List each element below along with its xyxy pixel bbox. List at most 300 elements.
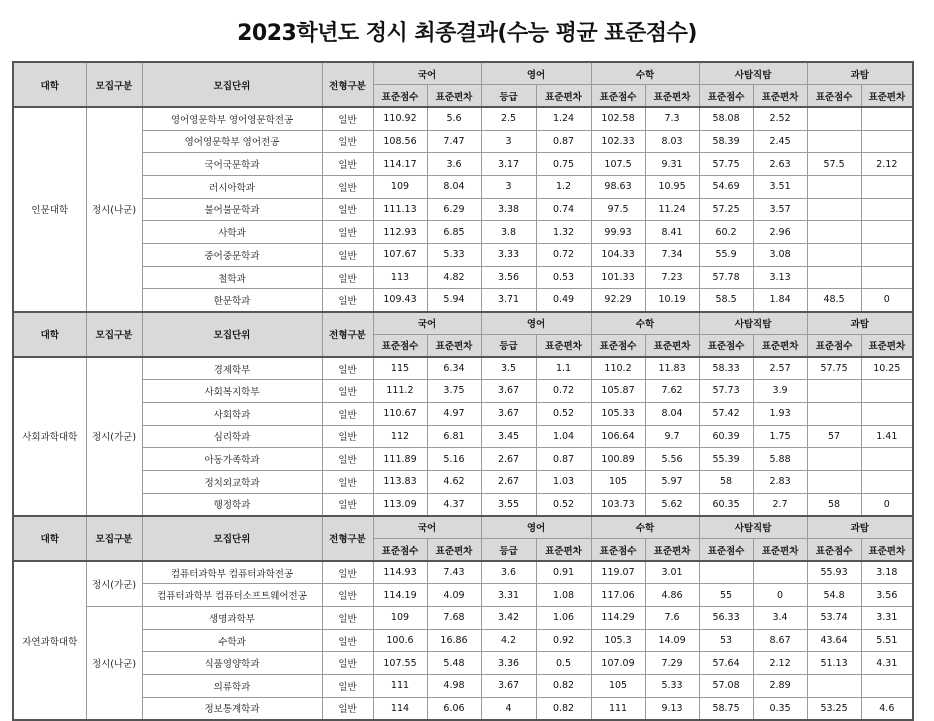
score-cell-inq-s: 57.78 <box>699 266 753 289</box>
score-cell-inq-s: 58.08 <box>699 107 753 130</box>
score-cell-sci-d: 2.12 <box>861 153 913 176</box>
score-cell-sci-d <box>861 244 913 267</box>
col-recruit-type: 모집구분 <box>86 516 142 561</box>
subheader-std-dev: 표준편차 <box>861 538 913 561</box>
subheader-std-score: 표준점수 <box>591 85 645 108</box>
score-cell-math-s: 105.87 <box>591 380 645 403</box>
unit-cell: 심리학과 <box>142 425 322 448</box>
unit-cell: 불어불문학과 <box>142 198 322 221</box>
subheader-std-dev: 표준편차 <box>753 85 807 108</box>
score-cell-math-d: 7.29 <box>645 652 699 675</box>
score-cell-sci-d: 1.41 <box>861 425 913 448</box>
score-cell-sci-s <box>807 266 861 289</box>
score-cell-eng-d: 0.74 <box>536 198 591 221</box>
table-row <box>13 175 913 198</box>
score-cell-kor-s: 113.83 <box>373 470 427 493</box>
score-cell-eng-d: 0.87 <box>536 130 591 153</box>
score-cell-inq-s: 57.08 <box>699 675 753 698</box>
score-cell-kor-d: 5.48 <box>427 652 481 675</box>
score-cell-kor-s: 107.67 <box>373 244 427 267</box>
score-cell-math-s: 106.64 <box>591 425 645 448</box>
score-cell-eng-g: 3.55 <box>481 493 536 516</box>
score-cell-kor-d: 6.81 <box>427 425 481 448</box>
score-cell-sci-d <box>861 107 913 130</box>
score-cell-kor-d: 4.97 <box>427 402 481 425</box>
score-cell-inq-s: 60.39 <box>699 425 753 448</box>
recruit-type-cell: 정시(나군) <box>86 607 142 720</box>
score-cell-inq-d: 8.67 <box>753 629 807 652</box>
table-row <box>13 584 913 607</box>
col-recruit-type: 모집구분 <box>86 62 142 107</box>
col-english: 영어 <box>481 312 591 335</box>
score-cell-kor-s: 109.43 <box>373 289 427 312</box>
score-cell-inq-d: 1.84 <box>753 289 807 312</box>
header-row <box>13 312 913 335</box>
score-cell-math-s: 107.09 <box>591 652 645 675</box>
score-cell-inq-s: 57.73 <box>699 380 753 403</box>
col-science: 과탐 <box>807 516 913 539</box>
admission-type-cell: 일반 <box>322 425 373 448</box>
score-cell-kor-d: 4.82 <box>427 266 481 289</box>
table-row <box>13 425 913 448</box>
col-unit: 모집단위 <box>142 312 322 357</box>
score-cell-math-d: 11.83 <box>645 357 699 380</box>
score-cell-inq-d: 5.88 <box>753 448 807 471</box>
admission-type-cell: 일반 <box>322 652 373 675</box>
admission-type-cell: 일반 <box>322 561 373 584</box>
subheader-std-dev: 표준편차 <box>536 538 591 561</box>
subheader-std-dev: 표준편차 <box>861 85 913 108</box>
subheader-std-score: 표준점수 <box>699 538 753 561</box>
score-cell-eng-d: 0.52 <box>536 402 591 425</box>
score-cell-sci-s: 55.93 <box>807 561 861 584</box>
score-cell-sci-d <box>861 380 913 403</box>
score-cell-sci-s: 51.13 <box>807 652 861 675</box>
score-cell-math-d: 11.24 <box>645 198 699 221</box>
score-cell-inq-s: 54.69 <box>699 175 753 198</box>
score-cell-eng-g: 3.33 <box>481 244 536 267</box>
score-cell-eng-g: 3.42 <box>481 607 536 630</box>
score-cell-inq-d: 3.08 <box>753 244 807 267</box>
subheader-std-score: 표준점수 <box>373 538 427 561</box>
score-cell-inq-s: 58.5 <box>699 289 753 312</box>
score-cell-eng-g: 2.67 <box>481 448 536 471</box>
score-cell-kor-d: 7.43 <box>427 561 481 584</box>
col-inquiry: 사탐직탐 <box>699 312 807 335</box>
unit-cell: 생명과학부 <box>142 607 322 630</box>
col-science: 과탐 <box>807 312 913 335</box>
score-cell-eng-d: 1.1 <box>536 357 591 380</box>
table-row <box>13 266 913 289</box>
col-admission-type: 전형구분 <box>322 516 373 561</box>
score-cell-sci-s: 48.5 <box>807 289 861 312</box>
unit-cell: 한문학과 <box>142 289 322 312</box>
table-row <box>13 493 913 516</box>
score-cell-eng-g: 3.17 <box>481 153 536 176</box>
admission-type-cell: 일반 <box>322 629 373 652</box>
score-cell-math-d: 5.33 <box>645 675 699 698</box>
score-cell-eng-g: 3.56 <box>481 266 536 289</box>
table-row <box>13 380 913 403</box>
score-cell-kor-d: 8.04 <box>427 175 481 198</box>
score-cell-kor-s: 111.13 <box>373 198 427 221</box>
score-cell-kor-s: 114.17 <box>373 153 427 176</box>
table-row <box>13 470 913 493</box>
unit-cell: 영어영문학부 영어전공 <box>142 130 322 153</box>
score-cell-inq-s: 60.35 <box>699 493 753 516</box>
col-science: 과탐 <box>807 62 913 85</box>
table-row <box>13 561 913 584</box>
score-cell-math-s: 105.3 <box>591 629 645 652</box>
score-cell-math-d: 7.23 <box>645 266 699 289</box>
score-cell-eng-g: 3.5 <box>481 357 536 380</box>
admission-type-cell: 일반 <box>322 130 373 153</box>
admission-type-cell: 일반 <box>322 107 373 130</box>
score-cell-inq-s: 55 <box>699 584 753 607</box>
score-cell-inq-d: 2.96 <box>753 221 807 244</box>
table-row <box>13 629 913 652</box>
subheader-std-score: 표준점수 <box>699 85 753 108</box>
table-row <box>13 607 913 630</box>
score-cell-inq-d: 2.45 <box>753 130 807 153</box>
subheader-std-dev: 표준편차 <box>536 334 591 357</box>
score-cell-kor-d: 16.86 <box>427 629 481 652</box>
admission-type-cell: 일반 <box>322 675 373 698</box>
score-cell-eng-d: 1.06 <box>536 607 591 630</box>
table-row <box>13 448 913 471</box>
score-cell-inq-d: 3.9 <box>753 380 807 403</box>
score-cell-kor-s: 107.55 <box>373 652 427 675</box>
col-inquiry: 사탐직탐 <box>699 516 807 539</box>
admission-type-cell: 일반 <box>322 584 373 607</box>
score-cell-sci-d <box>861 675 913 698</box>
score-cell-eng-d: 1.32 <box>536 221 591 244</box>
score-cell-math-d: 7.6 <box>645 607 699 630</box>
score-cell-sci-s <box>807 448 861 471</box>
score-cell-inq-s: 57.75 <box>699 153 753 176</box>
col-english: 영어 <box>481 516 591 539</box>
score-cell-math-s: 103.73 <box>591 493 645 516</box>
score-cell-kor-s: 112.93 <box>373 221 427 244</box>
score-cell-math-s: 119.07 <box>591 561 645 584</box>
score-cell-kor-s: 115 <box>373 357 427 380</box>
score-cell-sci-s <box>807 130 861 153</box>
score-cell-eng-g: 3 <box>481 175 536 198</box>
subheader-std-dev: 표준편차 <box>645 334 699 357</box>
table-row <box>13 221 913 244</box>
subheader-std-score: 표준점수 <box>591 538 645 561</box>
score-cell-kor-d: 6.85 <box>427 221 481 244</box>
score-cell-sci-s: 57 <box>807 425 861 448</box>
subheader-std-dev: 표준편차 <box>427 334 481 357</box>
unit-cell: 중어중문학과 <box>142 244 322 267</box>
table-row <box>13 198 913 221</box>
score-cell-math-d: 3.01 <box>645 561 699 584</box>
score-cell-eng-d: 0.5 <box>536 652 591 675</box>
score-cell-math-s: 102.58 <box>591 107 645 130</box>
score-cell-kor-d: 4.98 <box>427 675 481 698</box>
score-cell-sci-d: 4.31 <box>861 652 913 675</box>
subheader-std-score: 표준점수 <box>591 334 645 357</box>
table-row <box>13 130 913 153</box>
score-cell-math-s: 104.33 <box>591 244 645 267</box>
col-math: 수학 <box>591 516 699 539</box>
score-cell-sci-d <box>861 175 913 198</box>
admission-type-cell: 일반 <box>322 221 373 244</box>
score-cell-math-s: 102.33 <box>591 130 645 153</box>
unit-cell: 사학과 <box>142 221 322 244</box>
score-cell-sci-d <box>861 266 913 289</box>
unit-cell: 의류학과 <box>142 675 322 698</box>
admission-type-cell: 일반 <box>322 289 373 312</box>
score-cell-eng-d: 0.82 <box>536 675 591 698</box>
score-cell-kor-d: 5.16 <box>427 448 481 471</box>
score-cell-inq-s: 57.64 <box>699 652 753 675</box>
score-cell-sci-d: 3.31 <box>861 607 913 630</box>
col-inquiry: 사탐직탐 <box>699 62 807 85</box>
score-cell-math-d: 8.03 <box>645 130 699 153</box>
table-row <box>13 697 913 720</box>
admission-type-cell: 일반 <box>322 697 373 720</box>
score-cell-eng-g: 3.6 <box>481 561 536 584</box>
unit-cell: 행정학과 <box>142 493 322 516</box>
unit-cell: 국어국문학과 <box>142 153 322 176</box>
score-cell-sci-s <box>807 380 861 403</box>
col-college: 대학 <box>13 516 86 561</box>
score-cell-math-s: 98.63 <box>591 175 645 198</box>
score-cell-inq-s: 55.39 <box>699 448 753 471</box>
score-cell-kor-s: 114 <box>373 697 427 720</box>
score-cell-inq-s: 57.25 <box>699 198 753 221</box>
score-cell-inq-d: 2.63 <box>753 153 807 176</box>
page-title: 2023학년도 정시 최종결과(수능 평균 표준점수) <box>237 21 697 46</box>
subheader-grade: 등급 <box>481 538 536 561</box>
admission-type-cell: 일반 <box>322 153 373 176</box>
score-cell-kor-s: 111.2 <box>373 380 427 403</box>
score-cell-math-s: 114.29 <box>591 607 645 630</box>
unit-cell: 정보통계학과 <box>142 697 322 720</box>
col-english: 영어 <box>481 62 591 85</box>
score-cell-math-d: 9.13 <box>645 697 699 720</box>
admission-type-cell: 일반 <box>322 198 373 221</box>
score-cell-kor-s: 109 <box>373 175 427 198</box>
score-cell-sci-d <box>861 402 913 425</box>
score-cell-math-d: 7.3 <box>645 107 699 130</box>
score-cell-inq-d: 3.51 <box>753 175 807 198</box>
score-cell-sci-s: 57.75 <box>807 357 861 380</box>
score-cell-sci-d: 5.51 <box>861 629 913 652</box>
subheader-std-dev: 표준편차 <box>536 85 591 108</box>
score-cell-math-s: 107.5 <box>591 153 645 176</box>
unit-cell: 수학과 <box>142 629 322 652</box>
admission-type-cell: 일반 <box>322 266 373 289</box>
score-cell-sci-d: 3.56 <box>861 584 913 607</box>
score-cell-math-d: 14.09 <box>645 629 699 652</box>
score-cell-kor-s: 112 <box>373 425 427 448</box>
score-cell-sci-s: 58 <box>807 493 861 516</box>
score-cell-kor-d: 5.94 <box>427 289 481 312</box>
score-cell-eng-g: 2.5 <box>481 107 536 130</box>
admission-type-cell: 일반 <box>322 244 373 267</box>
subheader-std-dev: 표준편차 <box>753 538 807 561</box>
table-row <box>13 652 913 675</box>
score-cell-eng-g: 3.31 <box>481 584 536 607</box>
admission-type-cell: 일반 <box>322 175 373 198</box>
header-row <box>13 516 913 539</box>
score-cell-math-d: 5.56 <box>645 448 699 471</box>
col-math: 수학 <box>591 62 699 85</box>
score-cell-math-d: 8.04 <box>645 402 699 425</box>
score-cell-eng-d: 0.92 <box>536 629 591 652</box>
score-cell-eng-d: 1.08 <box>536 584 591 607</box>
subheader-std-dev: 표준편차 <box>427 538 481 561</box>
subheader-std-dev: 표준편차 <box>645 85 699 108</box>
score-cell-kor-s: 110.92 <box>373 107 427 130</box>
score-cell-kor-d: 5.33 <box>427 244 481 267</box>
score-cell-inq-d: 0.35 <box>753 697 807 720</box>
admission-type-cell: 일반 <box>322 470 373 493</box>
unit-cell: 철학과 <box>142 266 322 289</box>
header-row <box>13 62 913 85</box>
score-cell-inq-d: 2.83 <box>753 470 807 493</box>
score-cell-kor-s: 113 <box>373 266 427 289</box>
unit-cell: 컴퓨터과학부 컴퓨터과학전공 <box>142 561 322 584</box>
score-cell-math-s: 111 <box>591 697 645 720</box>
score-cell-sci-d <box>861 448 913 471</box>
score-cell-kor-s: 109 <box>373 607 427 630</box>
table-row <box>13 153 913 176</box>
unit-cell: 경제학부 <box>142 357 322 380</box>
score-cell-inq-s <box>699 561 753 584</box>
col-korean: 국어 <box>373 62 481 85</box>
col-admission-type: 전형구분 <box>322 312 373 357</box>
col-recruit-type: 모집구분 <box>86 312 142 357</box>
admission-type-cell: 일반 <box>322 380 373 403</box>
score-cell-kor-d: 4.37 <box>427 493 481 516</box>
score-cell-inq-d: 2.89 <box>753 675 807 698</box>
score-cell-inq-s: 58.39 <box>699 130 753 153</box>
score-cell-math-d: 8.41 <box>645 221 699 244</box>
score-cell-inq-d: 1.93 <box>753 402 807 425</box>
score-cell-eng-g: 3.38 <box>481 198 536 221</box>
table-body <box>13 62 913 720</box>
score-cell-eng-d: 0.72 <box>536 244 591 267</box>
score-cell-sci-s <box>807 675 861 698</box>
score-cell-kor-s: 114.19 <box>373 584 427 607</box>
score-cell-inq-d <box>753 561 807 584</box>
score-cell-math-s: 97.5 <box>591 198 645 221</box>
score-cell-math-s: 92.29 <box>591 289 645 312</box>
college-cell: 인문대학 <box>13 107 86 311</box>
score-cell-kor-d: 4.09 <box>427 584 481 607</box>
score-cell-eng-d: 0.82 <box>536 697 591 720</box>
score-cell-inq-s: 58.33 <box>699 357 753 380</box>
score-cell-eng-g: 3.67 <box>481 675 536 698</box>
unit-cell: 식품영양학과 <box>142 652 322 675</box>
score-cell-inq-d: 2.12 <box>753 652 807 675</box>
score-cell-kor-d: 7.47 <box>427 130 481 153</box>
admission-type-cell: 일반 <box>322 357 373 380</box>
unit-cell: 러시아학과 <box>142 175 322 198</box>
score-cell-kor-s: 108.56 <box>373 130 427 153</box>
score-cell-math-d: 7.34 <box>645 244 699 267</box>
table-row <box>13 675 913 698</box>
score-cell-kor-d: 6.06 <box>427 697 481 720</box>
score-cell-sci-d <box>861 130 913 153</box>
score-cell-inq-s: 55.9 <box>699 244 753 267</box>
score-cell-inq-s: 57.42 <box>699 402 753 425</box>
score-cell-math-s: 105.33 <box>591 402 645 425</box>
score-cell-sci-s <box>807 244 861 267</box>
score-cell-kor-s: 110.67 <box>373 402 427 425</box>
score-cell-math-s: 99.93 <box>591 221 645 244</box>
score-cell-math-s: 100.89 <box>591 448 645 471</box>
score-cell-sci-d: 3.18 <box>861 561 913 584</box>
score-cell-sci-d: 0 <box>861 493 913 516</box>
table-row <box>13 289 913 312</box>
score-cell-sci-s: 57.5 <box>807 153 861 176</box>
score-cell-inq-d: 3.4 <box>753 607 807 630</box>
score-cell-math-d: 5.97 <box>645 470 699 493</box>
score-cell-eng-g: 4 <box>481 697 536 720</box>
score-cell-sci-s <box>807 107 861 130</box>
score-cell-sci-s: 53.25 <box>807 697 861 720</box>
score-cell-eng-d: 0.49 <box>536 289 591 312</box>
score-cell-inq-d: 1.75 <box>753 425 807 448</box>
col-college: 대학 <box>13 312 86 357</box>
col-unit: 모집단위 <box>142 62 322 107</box>
score-cell-sci-d: 0 <box>861 289 913 312</box>
score-cell-math-d: 9.31 <box>645 153 699 176</box>
score-cell-eng-d: 0.72 <box>536 380 591 403</box>
score-cell-inq-s: 56.33 <box>699 607 753 630</box>
score-cell-kor-d: 3.75 <box>427 380 481 403</box>
score-cell-eng-d: 1.24 <box>536 107 591 130</box>
score-cell-math-d: 9.7 <box>645 425 699 448</box>
subheader-grade: 등급 <box>481 85 536 108</box>
score-cell-sci-s <box>807 221 861 244</box>
recruit-type-cell: 정시(가군) <box>86 561 142 606</box>
subheader-std-score: 표준점수 <box>807 538 861 561</box>
score-cell-kor-s: 111 <box>373 675 427 698</box>
admission-type-cell: 일반 <box>322 493 373 516</box>
score-cell-inq-d: 3.13 <box>753 266 807 289</box>
score-cell-sci-d <box>861 470 913 493</box>
score-cell-eng-g: 2.67 <box>481 470 536 493</box>
unit-cell: 컴퓨터과학부 컴퓨터소프트웨어전공 <box>142 584 322 607</box>
college-cell: 사회과학대학 <box>13 357 86 516</box>
admission-type-cell: 일반 <box>322 448 373 471</box>
subheader-std-dev: 표준편차 <box>861 334 913 357</box>
subheader-std-dev: 표준편차 <box>753 334 807 357</box>
score-cell-kor-d: 6.34 <box>427 357 481 380</box>
table-row <box>13 402 913 425</box>
score-cell-eng-d: 0.52 <box>536 493 591 516</box>
score-cell-sci-d <box>861 221 913 244</box>
table-row <box>13 244 913 267</box>
table-row <box>13 107 913 130</box>
score-cell-sci-d: 4.6 <box>861 697 913 720</box>
subheader-std-score: 표준점수 <box>699 334 753 357</box>
score-cell-eng-d: 0.87 <box>536 448 591 471</box>
score-cell-eng-d: 1.04 <box>536 425 591 448</box>
col-college: 대학 <box>13 62 86 107</box>
score-cell-kor-d: 6.29 <box>427 198 481 221</box>
unit-cell: 사회복지학부 <box>142 380 322 403</box>
subheader-std-score: 표준점수 <box>807 334 861 357</box>
score-cell-eng-d: 1.03 <box>536 470 591 493</box>
recruit-type-cell: 정시(나군) <box>86 107 142 311</box>
